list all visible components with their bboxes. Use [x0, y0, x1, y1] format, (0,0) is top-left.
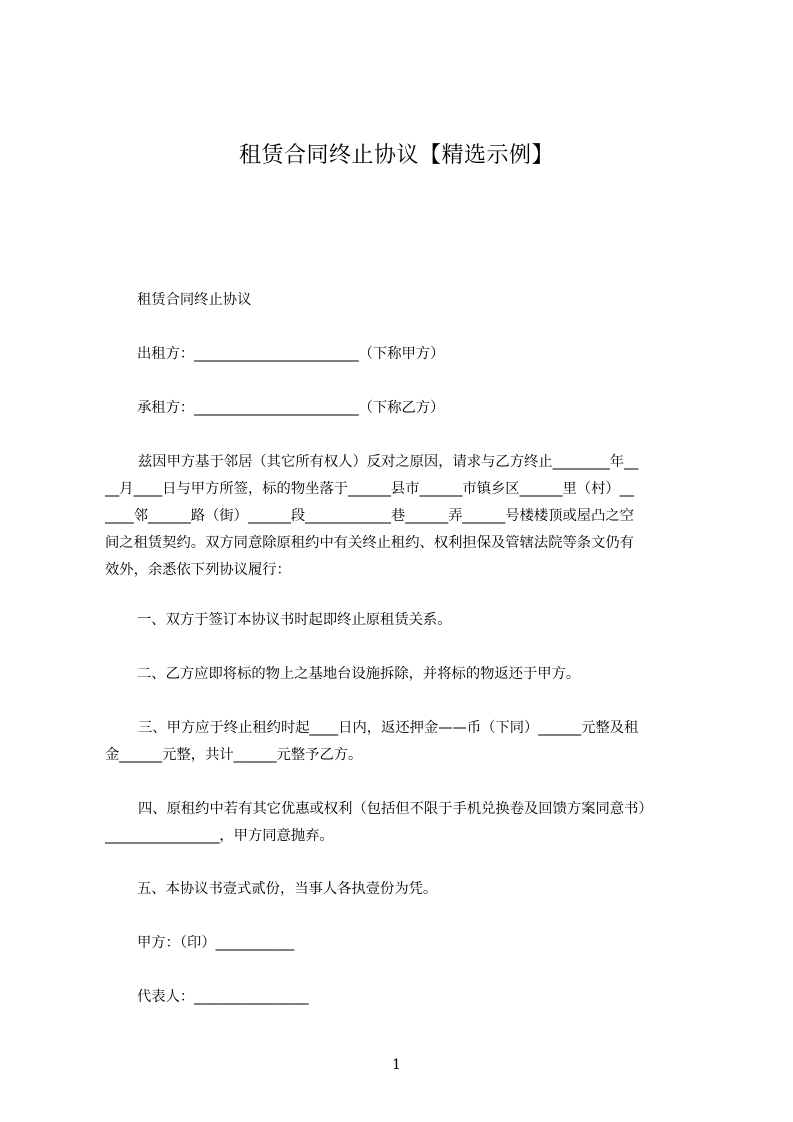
clause-3-line-1: 三、甲方应于终止租约时起____日内，返还押金——币（下同）______元整及租: [138, 720, 639, 736]
clause-5: 五、本协议书壹式贰份，当事人各执壹份为凭。: [137, 881, 438, 897]
agreement-heading: 租赁合同终止协议: [137, 292, 252, 308]
representative-signature: 代表人：________________: [137, 989, 309, 1005]
lessee-line: 承租方：_______________________（下称乙方）: [137, 400, 445, 416]
clause-4-line-1: 四、原租约中若有其它优惠或权利（包括但不限于手机兑换卷及回馈方案同意书）: [138, 801, 653, 817]
lessor-line: 出租方：_______________________（下称甲方）: [137, 346, 445, 362]
intro-line-3: ____邻______路（街）______段____________巷______弄______号楼楼顶或屋凸之空: [105, 508, 634, 524]
clause-2: 二、乙方应即将标的物上之基地台设施拆除，并将标的物返还于甲方。: [137, 666, 581, 682]
intro-line-2: __月____日与甲方所签，标的物坐落于______县市______市镇乡区______里（村）__: [105, 481, 634, 497]
party-a-signature: 甲方：（印）___________: [137, 935, 295, 951]
clause-4-line-2: ________________，甲方同意抛弃。: [105, 828, 334, 844]
intro-line-4: 间之租赁契约。双方同意除原租约中有关终止租约、权利担保及管辖法院等条文仍有: [105, 535, 634, 551]
document-title: 租赁合同终止协议【精选示例】: [238, 143, 554, 168]
intro-line-1: 兹因甲方基于邻居（其它所有权人）反对之原因，请求与乙方终止________年__: [138, 454, 639, 470]
page-number: 1: [392, 1057, 401, 1073]
intro-line-5: 效外，余悉依下列协议履行：: [105, 562, 291, 578]
clause-1: 一、双方于签订本协议书时起即终止原租赁关系。: [137, 612, 452, 628]
clause-3-line-2: 金______元整，共计______元整予乙方。: [105, 747, 363, 763]
